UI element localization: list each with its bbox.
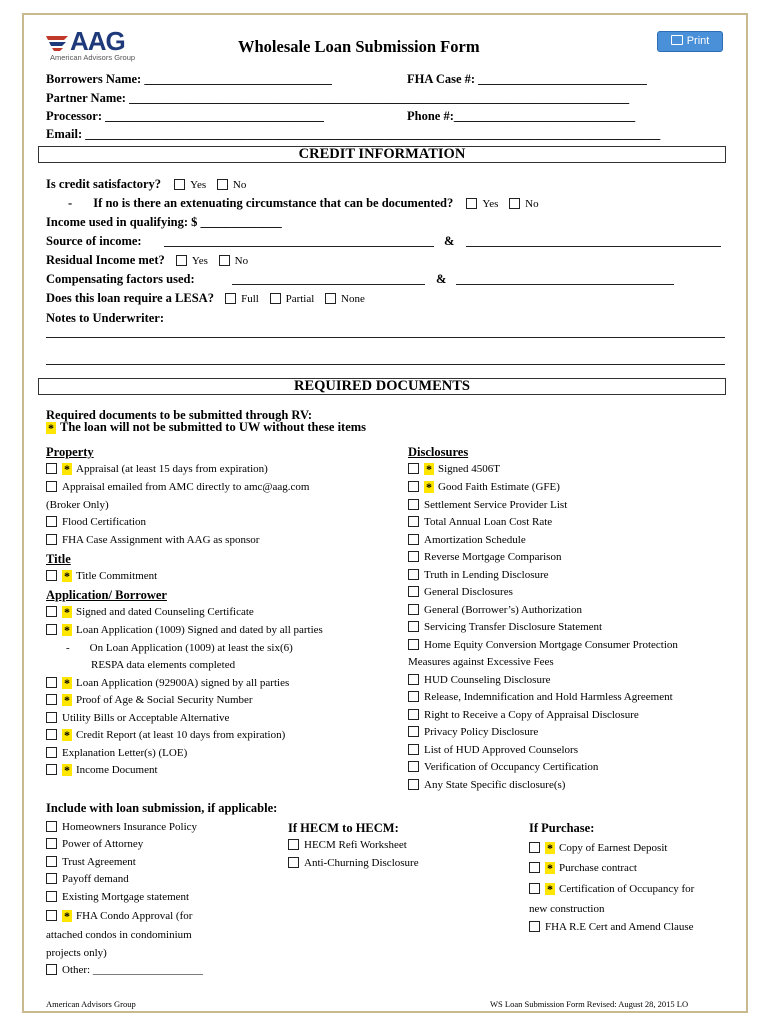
lesa-full-checkbox[interactable] xyxy=(225,293,236,304)
checkbox[interactable] xyxy=(46,570,57,581)
list-item: Release, Indemnification and Hold Harmless Agreement xyxy=(408,691,673,703)
list-item: Existing Mortgage statement xyxy=(46,891,189,903)
list-item: Flood Certification xyxy=(46,516,146,528)
checkbox[interactable] xyxy=(46,910,57,921)
purchase-heading: If Purchase: xyxy=(529,821,595,835)
list-item: Right to Receive a Copy of Appraisal Disclosure xyxy=(408,709,639,721)
list-item: (Broker Only) xyxy=(46,499,109,511)
checkbox[interactable] xyxy=(529,921,540,932)
phone-field[interactable]: Phone #:_____________________________ xyxy=(407,109,636,123)
required-star-icon: * xyxy=(426,462,432,476)
lesa-none-checkbox[interactable] xyxy=(325,293,336,304)
residual-income-question: Residual Income met? Yes No xyxy=(46,253,249,267)
list-item: Measures against Excessive Fees xyxy=(408,656,554,668)
checkbox[interactable] xyxy=(408,744,419,755)
notes-label: Notes to Underwriter: xyxy=(46,311,165,325)
comp-factors-amp: & xyxy=(436,272,447,286)
list-item: General (Borrower’s) Authorization xyxy=(408,604,582,616)
required-star-icon: * xyxy=(64,623,70,637)
checkbox[interactable] xyxy=(529,842,540,853)
checkbox[interactable] xyxy=(46,729,57,740)
extenuating-yes-checkbox[interactable] xyxy=(466,198,477,209)
checkbox[interactable] xyxy=(46,516,57,527)
borrowers-name-field[interactable]: Borrowers Name: ______________________________ xyxy=(46,72,332,86)
list-item: Utility Bills or Acceptable Alternative xyxy=(46,712,229,724)
checkbox[interactable] xyxy=(46,891,57,902)
print-button[interactable] xyxy=(657,31,723,52)
partner-name-field[interactable]: Partner Name: ________________________________________________________________________________ xyxy=(46,91,630,105)
list-item: attached condos in condominium xyxy=(46,929,192,941)
required-star-icon: * xyxy=(547,882,553,896)
checkbox[interactable] xyxy=(408,463,419,474)
checkbox[interactable] xyxy=(46,747,57,758)
checkbox[interactable] xyxy=(408,569,419,580)
checkbox[interactable] xyxy=(408,779,419,790)
checkbox[interactable] xyxy=(288,857,299,868)
list-item: Truth in Lending Disclosure xyxy=(408,569,549,581)
comp-factors-input-1[interactable] xyxy=(232,284,425,285)
logo-subtitle: American Advisors Group xyxy=(50,53,136,62)
checkbox[interactable] xyxy=(46,481,57,492)
logo-wings-icon xyxy=(46,32,72,52)
extenuating-no-checkbox[interactable] xyxy=(509,198,520,209)
checkbox[interactable] xyxy=(46,856,57,867)
list-item: projects only) xyxy=(46,947,107,959)
list-item: * Proof of Age & Social Security Number xyxy=(46,694,253,706)
list-item: - On Loan Application (1009) at least the six(6) xyxy=(66,642,293,654)
source-income-input-1[interactable] xyxy=(164,246,434,247)
checkbox[interactable] xyxy=(46,606,57,617)
checkbox[interactable] xyxy=(46,712,57,723)
checkbox[interactable] xyxy=(408,691,419,702)
checkbox[interactable] xyxy=(288,839,299,850)
fha-case-field[interactable]: FHA Case #: ___________________________ xyxy=(407,72,647,86)
list-item: * Title Commitment xyxy=(46,570,157,582)
required-star-icon: * xyxy=(547,861,553,875)
hecm-heading: If HECM to HECM: xyxy=(288,821,399,835)
required-star-icon: * xyxy=(64,462,70,476)
required-star-icon: * xyxy=(64,909,70,923)
disclosures-heading: Disclosures xyxy=(408,445,469,459)
checkbox[interactable] xyxy=(408,516,419,527)
list-item: Settlement Service Provider List xyxy=(408,499,567,511)
list-item: Other: ____________________ xyxy=(46,964,203,976)
checkbox[interactable] xyxy=(408,551,419,562)
list-item: * Certification of Occupancy for xyxy=(529,883,694,895)
required-star-icon: * xyxy=(64,676,70,690)
required-star-icon: * xyxy=(64,728,70,742)
comp-factors-input-2[interactable] xyxy=(456,284,674,285)
list-item: List of HUD Approved Counselors xyxy=(408,744,578,756)
list-item: HECM Refi Worksheet xyxy=(288,839,407,851)
list-item: Total Annual Loan Cost Rate xyxy=(408,516,552,528)
list-item: * Loan Application (1009) Signed and dated by all parties xyxy=(46,624,323,636)
list-item: Appraisal emailed from AMC directly to amc@aag.com xyxy=(46,481,309,493)
list-item: * Appraisal (at least 15 days from expiration) xyxy=(46,463,268,475)
footer-left: American Advisors Group xyxy=(46,999,136,1009)
checkbox[interactable] xyxy=(408,499,419,510)
list-item: * Signed 4506T xyxy=(408,463,500,475)
checkbox[interactable] xyxy=(408,586,419,597)
required-star-icon: * xyxy=(64,763,70,777)
checkbox[interactable] xyxy=(408,761,419,772)
title-heading: Title xyxy=(46,552,71,566)
required-star-icon: * xyxy=(64,605,70,619)
checkbox[interactable] xyxy=(46,534,57,545)
checkbox[interactable] xyxy=(46,624,57,635)
checkbox[interactable] xyxy=(408,674,419,685)
required-star-icon: * xyxy=(64,569,70,583)
required-star-icon: * xyxy=(48,421,54,435)
list-item: Trust Agreement xyxy=(46,856,136,868)
required-note: * The loan will not be submitted to UW without these items xyxy=(48,420,367,435)
printer-icon xyxy=(671,35,683,45)
extenuating-question: - If no is there an extenuating circumstance that can be documented? Yes No xyxy=(68,196,539,210)
print-label: Print xyxy=(686,35,710,47)
list-item: Explanation Letter(s) (LOE) xyxy=(46,747,187,759)
credit-satisfactory-question: Is credit satisfactory? Yes No xyxy=(46,177,247,191)
checkbox[interactable] xyxy=(408,534,419,545)
required-star-icon: * xyxy=(547,841,553,855)
list-item: * Loan Application (92900A) signed by all parties xyxy=(46,677,289,689)
list-item: Homeowners Insurance Policy xyxy=(46,821,197,833)
list-item: * Good Faith Estimate (GFE) xyxy=(408,481,560,493)
application-heading: Application/ Borrower xyxy=(46,588,167,602)
comp-factors-label: Compensating factors used: xyxy=(46,272,195,286)
list-item: * Income Document xyxy=(46,764,158,776)
credit-satisfactory-yes-checkbox[interactable] xyxy=(174,179,185,190)
checkbox[interactable] xyxy=(408,726,419,737)
footer-right: WS Loan Submission Form Revised: August 28, 2015 LO xyxy=(490,999,689,1009)
checkbox[interactable] xyxy=(46,677,57,688)
credit-satisfactory-no-checkbox[interactable] xyxy=(217,179,228,190)
list-item: Home Equity Conversion Mortgage Consumer Protection xyxy=(408,639,678,651)
list-item: * Purchase contract xyxy=(529,862,637,874)
source-income-input-2[interactable] xyxy=(466,246,721,247)
checkbox[interactable] xyxy=(46,873,57,884)
source-income-amp: & xyxy=(444,234,455,248)
list-item: HUD Counseling Disclosure xyxy=(408,674,551,686)
checkbox[interactable] xyxy=(529,862,540,873)
list-item: Amortization Schedule xyxy=(408,534,526,546)
lesa-question: Does this loan require a LESA? Full Partial None xyxy=(46,291,365,305)
logo-text: AAG xyxy=(70,26,125,56)
required-documents-heading: REQUIRED DOCUMENTS xyxy=(38,378,726,395)
list-item: Any State Specific disclosure(s) xyxy=(408,779,565,791)
lesa-partial-checkbox[interactable] xyxy=(270,293,281,304)
email-field[interactable]: Email: ____________________________________________________________________________________________ xyxy=(46,127,661,141)
list-item: Verification of Occupancy Certification xyxy=(408,761,598,773)
list-item: RESPA data elements completed xyxy=(91,659,236,671)
residual-yes-checkbox[interactable] xyxy=(176,255,187,266)
list-item: Power of Attorney xyxy=(46,838,143,850)
list-item: * FHA Condo Approval (for xyxy=(46,910,192,922)
list-item: FHA R.E Cert and Amend Clause xyxy=(529,921,694,933)
list-item: * Signed and dated Counseling Certificate xyxy=(46,606,254,618)
list-item: Reverse Mortgage Comparison xyxy=(408,551,561,563)
page-title: Wholesale Loan Submission Form xyxy=(238,37,480,56)
source-income-label: Source of income: xyxy=(46,234,142,248)
list-item: * Credit Report (at least 10 days from expiration) xyxy=(46,729,285,741)
credit-information-heading: CREDIT INFORMATION xyxy=(38,146,726,163)
checkbox[interactable] xyxy=(46,838,57,849)
required-star-icon: * xyxy=(64,693,70,707)
notes-line-2[interactable] xyxy=(46,364,725,365)
checkbox[interactable] xyxy=(46,694,57,705)
checkbox[interactable] xyxy=(46,964,57,975)
list-item: Servicing Transfer Disclosure Statement xyxy=(408,621,602,633)
list-item: new construction xyxy=(529,903,605,915)
checkbox[interactable] xyxy=(408,481,419,492)
checkbox[interactable] xyxy=(529,883,540,894)
list-item: Privacy Policy Disclosure xyxy=(408,726,538,738)
list-item: Payoff demand xyxy=(46,873,129,885)
checkbox[interactable] xyxy=(46,463,57,474)
checkbox[interactable] xyxy=(408,639,419,650)
checkbox[interactable] xyxy=(408,621,419,632)
property-heading: Property xyxy=(46,445,94,459)
checkbox[interactable] xyxy=(408,604,419,615)
list-item: Anti-Churning Disclosure xyxy=(288,857,419,869)
checkbox[interactable] xyxy=(46,764,57,775)
list-item: General Disclosures xyxy=(408,586,513,598)
required-star-icon: * xyxy=(426,480,432,494)
checkbox[interactable] xyxy=(46,821,57,832)
required-intro: Required documents to be submitted through RV: xyxy=(46,408,313,422)
checkbox[interactable] xyxy=(408,709,419,720)
processor-field[interactable]: Processor: ___________________________________ xyxy=(46,109,324,123)
notes-line-1[interactable] xyxy=(46,337,725,338)
list-item: * Copy of Earnest Deposit xyxy=(529,842,667,854)
include-heading: Include with loan submission, if applicable: xyxy=(46,801,278,815)
list-item: FHA Case Assignment with AAG as sponsor xyxy=(46,534,259,546)
income-qualifying-field[interactable]: Income used in qualifying: $ _____________ xyxy=(46,215,282,229)
residual-no-checkbox[interactable] xyxy=(219,255,230,266)
